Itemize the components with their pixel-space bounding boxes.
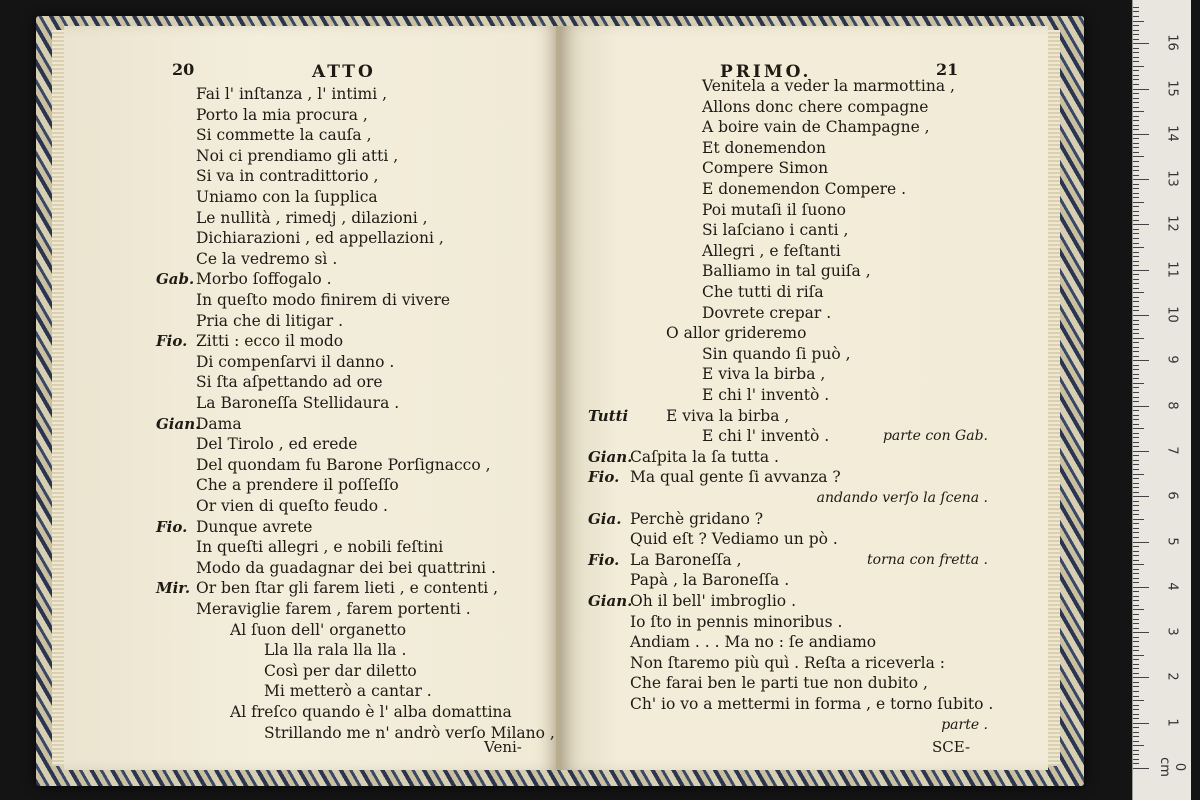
ruler-tick <box>1133 668 1139 669</box>
verse-line: Porto la mia procura , <box>196 105 368 124</box>
verse-line: Si va in contradittorio , <box>196 167 379 186</box>
ruler-tick <box>1133 243 1139 244</box>
ruler-tick <box>1133 741 1139 742</box>
ruler-tick <box>1133 301 1139 302</box>
ruler-tick <box>1133 410 1139 411</box>
ruler-label: 5 <box>1164 536 1180 546</box>
ruler-tick <box>1133 632 1149 633</box>
ruler-tick <box>1133 696 1139 697</box>
measurement-ruler <box>1132 0 1191 800</box>
ruler-tick <box>1133 89 1149 90</box>
ruler-tick <box>1133 143 1139 144</box>
ruler-tick <box>1133 356 1139 357</box>
verse-line: La Baroneſſa , <box>630 550 742 569</box>
left-page-text <box>64 26 558 770</box>
ruler-tick <box>1133 52 1139 53</box>
ruler-tick <box>1133 193 1139 194</box>
ruler-tick <box>1133 129 1139 130</box>
ruler-tick <box>1133 673 1139 674</box>
ruler-tick <box>1133 727 1139 728</box>
ruler-tick <box>1133 551 1139 552</box>
ruler-tick <box>1133 474 1144 475</box>
stage-direction: andando verſo la ſcena . <box>816 490 988 506</box>
ruler-tick <box>1133 487 1139 488</box>
ruler-label: 9 <box>1164 355 1180 364</box>
ruler-tick <box>1133 93 1139 94</box>
ruler-tick <box>1133 718 1139 719</box>
verse-line: Si commette la cauſa , <box>196 126 372 145</box>
verse-line: A boire vain de Champagne , <box>702 118 930 137</box>
verse-line: Pria che di litigar . <box>196 311 344 330</box>
ruler-tick <box>1133 419 1139 420</box>
ruler-tick <box>1133 646 1139 647</box>
verse-line: Uniamo con la ſupplica <box>196 188 378 206</box>
verse-line: Poi mutaſi il ſuono <box>702 200 846 219</box>
ruler-tick <box>1133 61 1139 62</box>
speaker-label: Gia. <box>588 509 622 528</box>
ruler-tick <box>1133 333 1139 334</box>
right-page-text <box>560 26 1048 770</box>
ruler-tick <box>1133 460 1139 461</box>
ruler-tick <box>1133 57 1139 58</box>
ruler-tick <box>1133 270 1149 271</box>
ruler-tick <box>1133 659 1139 660</box>
ruler-tick <box>1133 147 1139 148</box>
verse-line: Noi ci prendiamo gli atti , <box>196 146 399 165</box>
verse-line: Et donemendon <box>702 138 826 157</box>
ruler-tick <box>1133 437 1139 438</box>
ruler-tick <box>1133 573 1139 574</box>
catchword-right: SCE- <box>932 738 971 756</box>
ruler-tick <box>1133 415 1139 416</box>
ruler-tick <box>1133 736 1139 737</box>
stage-direction: parte . <box>941 716 988 733</box>
ruler-label: 15 <box>1164 79 1180 97</box>
verse-line: Perchè gridano ? <box>630 509 764 528</box>
ruler-tick <box>1133 360 1149 361</box>
verse-line: In queſti allegri , e nobili feſtini <box>196 538 444 557</box>
ruler-tick <box>1133 206 1139 207</box>
ruler-tick <box>1133 102 1139 103</box>
ruler-tick <box>1133 560 1139 561</box>
ruler-tick <box>1133 433 1139 434</box>
ruler-tick <box>1133 723 1149 724</box>
ruler-tick <box>1133 469 1139 470</box>
verse-line: Oh il bell' imbroglio . <box>630 592 796 610</box>
ruler-tick <box>1133 609 1144 610</box>
verse-line: Mi metterò a cantar . <box>264 682 432 701</box>
ruler-label: 4 <box>1164 582 1180 591</box>
ruler-tick <box>1133 70 1139 71</box>
ruler-tick <box>1133 34 1139 35</box>
ruler-tick <box>1133 229 1139 230</box>
verse-line: Che a prendere il poſſeſſo <box>196 476 399 495</box>
verse-line: Io ſto in pennis minoribus . <box>630 612 843 631</box>
ruler-tick <box>1133 310 1139 311</box>
verse-line: Meraviglie farem , farem portenti . <box>196 600 471 618</box>
ruler-tick <box>1133 292 1144 293</box>
verse-line: In queſto modo finirem di vivere <box>196 291 451 309</box>
ruler-tick <box>1133 120 1139 121</box>
ruler-tick <box>1133 383 1144 384</box>
ruler-label: 6 <box>1164 491 1180 500</box>
verse-line: Del quondam fu Barone Porſignacco , <box>196 455 491 474</box>
ruler-tick <box>1133 261 1139 262</box>
ruler-label: 0 cm <box>1157 757 1187 777</box>
ruler-tick <box>1133 564 1144 565</box>
ruler-tick <box>1133 655 1144 656</box>
ruler-tick <box>1133 677 1149 678</box>
page-edges-right <box>1048 30 1060 766</box>
ruler-tick <box>1133 451 1149 452</box>
ruler-tick <box>1133 501 1139 502</box>
verse-line: Che farai ben le parti tue non dubito , <box>630 674 928 693</box>
verse-line: Venitela a veder la marmottina , <box>702 77 955 95</box>
speaker-label: Mir. <box>156 579 191 598</box>
ruler-label: 14 <box>1164 125 1180 142</box>
ruler-tick <box>1133 152 1139 153</box>
verse-line: La Baroneſſa Stellidaura . <box>196 394 400 412</box>
ruler-label: 11 <box>1164 260 1180 278</box>
verse-line: Al ſuon dell' organetto <box>230 620 407 639</box>
ruler-tick <box>1133 478 1139 479</box>
ruler-tick <box>1133 519 1144 520</box>
ruler-tick <box>1133 315 1149 316</box>
page-number-right: 21 <box>936 60 959 79</box>
verse-line: Strillando me n' andrò verſo Milano , <box>264 723 555 742</box>
ruler-tick <box>1133 66 1144 67</box>
ruler-label: 3 <box>1164 627 1180 636</box>
ruler-tick <box>1133 43 1149 44</box>
ruler-tick <box>1133 283 1139 284</box>
ruler-tick <box>1133 351 1139 352</box>
ruler-label: 10 <box>1164 306 1180 323</box>
speaker-label: Fio. <box>156 517 188 536</box>
verse-line: Si ſta aſpettando ad ore <box>196 373 383 392</box>
ruler-tick <box>1133 7 1139 8</box>
ruler-tick <box>1133 650 1139 651</box>
ruler-tick <box>1133 166 1139 167</box>
ruler-tick <box>1133 709 1139 710</box>
ruler-tick <box>1133 442 1139 443</box>
verse-line: E viva la birba , <box>702 365 826 384</box>
ruler-tick <box>1133 619 1139 620</box>
verse-line: Fai l' inſtanza , l' intimi , <box>196 85 388 103</box>
ruler-tick <box>1133 591 1139 592</box>
verse-line: Dunque avrete <box>196 517 313 536</box>
ruler-tick <box>1133 179 1149 180</box>
ruler-tick <box>1133 342 1139 343</box>
ruler-tick <box>1133 30 1139 31</box>
speaker-label: Fio. <box>156 332 188 351</box>
ruler-tick <box>1133 759 1139 760</box>
ruler-tick <box>1133 387 1139 388</box>
ruler-tick <box>1133 682 1139 683</box>
ruler-tick <box>1133 75 1139 76</box>
ruler-tick <box>1133 582 1139 583</box>
running-head-right: PRIMO. <box>720 62 812 82</box>
ruler-tick <box>1133 288 1139 289</box>
verse-line: O allor grideremo <box>666 324 807 343</box>
left-page <box>64 26 558 770</box>
verse-line: Dichiarazioni , ed appellazioni , <box>196 229 444 248</box>
verse-line: Dama <box>196 414 242 433</box>
verse-line: Dovrete crepar . <box>702 303 832 322</box>
ruler-tick <box>1133 125 1139 126</box>
ruler-tick <box>1133 134 1149 135</box>
verse-line: E chi l' inventò . <box>702 427 830 446</box>
verse-line: Modo da guadagnar dei bei quattrini . <box>196 558 496 577</box>
ruler-tick <box>1133 700 1144 701</box>
ruler-label: 1 <box>1164 718 1180 727</box>
ruler-tick <box>1133 686 1139 687</box>
ruler-tick <box>1133 233 1139 234</box>
ruler-label: 7 <box>1164 446 1180 455</box>
verse-line: Quid eſt ? Vediamo un pò . <box>630 530 838 549</box>
ruler-tick <box>1133 496 1149 497</box>
ruler-tick <box>1133 714 1139 715</box>
ruler-tick <box>1133 768 1149 769</box>
ruler-tick <box>1133 455 1139 456</box>
ruler-tick <box>1133 188 1139 189</box>
stage-direction: torna con fretta . <box>867 551 988 568</box>
ruler-tick <box>1133 116 1139 117</box>
ruler-tick <box>1133 25 1139 26</box>
ruler-tick <box>1133 324 1139 325</box>
ruler-tick <box>1133 365 1139 366</box>
ruler-tick <box>1133 107 1139 108</box>
ruler-tick <box>1133 732 1139 733</box>
page-number-left: 20 <box>172 60 195 79</box>
ruler-tick <box>1133 569 1139 570</box>
ruler-tick <box>1133 464 1139 465</box>
ruler-tick <box>1133 664 1139 665</box>
verse-line: Allons donc chere compagne <box>702 97 929 116</box>
ruler-tick <box>1133 156 1144 157</box>
ruler-tick <box>1133 247 1144 248</box>
ruler-tick <box>1133 596 1139 597</box>
ruler-tick <box>1133 641 1139 642</box>
ruler-tick <box>1133 510 1139 511</box>
ruler-tick <box>1133 392 1139 393</box>
ruler-label: 12 <box>1164 215 1180 233</box>
ruler-tick <box>1133 202 1144 203</box>
ruler-tick <box>1133 406 1149 407</box>
ruler-label: 13 <box>1164 170 1180 187</box>
ruler-tick <box>1133 238 1139 239</box>
verse-line: Di compenſarvi il danno . <box>196 352 395 371</box>
ruler-tick <box>1133 483 1139 484</box>
speaker-label: Gian. <box>156 414 201 433</box>
ruler-tick <box>1133 197 1139 198</box>
verse-line: Lla lla rala lla lla . <box>264 641 407 660</box>
ruler-tick <box>1133 84 1139 85</box>
ruler-tick <box>1133 79 1139 80</box>
ruler-tick <box>1133 48 1139 49</box>
ruler-tick <box>1133 546 1139 547</box>
ruler-tick <box>1133 220 1139 221</box>
right-page <box>560 26 1048 770</box>
ruler-tick <box>1133 347 1139 348</box>
ruler-tick <box>1133 111 1144 112</box>
verse-line: Ma qual gente ſi avvanza ? <box>630 468 841 487</box>
page-edges-left <box>52 30 64 766</box>
verse-line: Balliamo in tal guiſa , <box>702 262 871 281</box>
ruler-tick <box>1133 274 1139 275</box>
verse-line: Compere Simon <box>702 159 829 178</box>
ruler-tick <box>1133 555 1139 556</box>
ruler-tick <box>1133 691 1139 692</box>
ruler-tick <box>1133 705 1139 706</box>
speaker-label: Fio. <box>588 468 620 487</box>
ruler-label: 16 <box>1164 34 1180 51</box>
verse-line: Andiam . . . Ma no : ſe andiamo <box>630 633 877 652</box>
ruler-tick <box>1133 297 1139 298</box>
ruler-tick <box>1133 628 1139 629</box>
ruler-tick <box>1133 256 1139 257</box>
ruler-tick <box>1133 329 1139 330</box>
speaker-label: Fio. <box>588 550 620 569</box>
verse-line: Or ben ſtar gli farem lieti , e contenti , <box>196 579 499 598</box>
verse-line: Ce la vedremo sì . <box>196 249 338 268</box>
ruler-tick <box>1133 763 1139 764</box>
ruler-tick <box>1133 578 1139 579</box>
speaker-label: Gian. <box>588 447 633 466</box>
ruler-tick <box>1133 175 1139 176</box>
verse-line: E viva la birba , <box>666 406 790 425</box>
running-head-left: ATTO <box>312 62 376 82</box>
ruler-tick <box>1133 170 1139 171</box>
verse-line: Così per dar diletto <box>264 661 417 680</box>
speaker-label: Gian. <box>588 592 633 610</box>
ruler-tick <box>1133 523 1139 524</box>
ruler-tick <box>1133 446 1139 447</box>
verse-line: Caſpita la ſa tutta . <box>630 447 779 466</box>
ruler-tick <box>1133 211 1139 212</box>
speaker-label: Gab. <box>156 270 195 289</box>
verse-line: Papà , la Baroneſſa . <box>630 571 790 590</box>
ruler-tick <box>1133 505 1139 506</box>
verse-line: Allegri , e feſtanti <box>702 241 841 260</box>
catchword-left: Veni- <box>484 738 522 756</box>
ruler-tick <box>1133 378 1139 379</box>
ruler-tick <box>1133 614 1139 615</box>
ruler-tick <box>1133 605 1139 606</box>
speaker-label: Tutti <box>588 406 629 425</box>
ruler-tick <box>1133 11 1139 12</box>
ruler-tick <box>1133 637 1139 638</box>
ruler-tick <box>1133 252 1139 253</box>
verse-line: Or vien di queſto feudo . <box>196 497 388 515</box>
verse-line: Le nullità , rimedj , dilazioni , <box>196 208 428 227</box>
ruler-label: 8 <box>1164 400 1180 410</box>
ruler-tick <box>1133 750 1139 751</box>
verse-line: E donemendon Compere . <box>702 180 907 198</box>
ruler-tick <box>1133 514 1139 515</box>
ruler-tick <box>1133 184 1139 185</box>
ruler-tick <box>1133 745 1144 746</box>
ruler-tick <box>1133 224 1149 225</box>
ruler-tick <box>1133 424 1139 425</box>
ruler-tick <box>1133 279 1139 280</box>
ruler-tick <box>1133 98 1139 99</box>
ruler-tick <box>1133 401 1139 402</box>
verse-line: Si laſciano i canti , <box>702 221 849 240</box>
ruler-tick <box>1133 21 1144 22</box>
ruler-tick <box>1133 623 1139 624</box>
ruler-tick <box>1133 428 1144 429</box>
stage-direction: parte con Gab. <box>882 428 988 445</box>
verse-line: Morbo ſoffogalo . <box>196 270 332 289</box>
ruler-tick <box>1133 542 1149 543</box>
ruler-tick <box>1133 338 1144 339</box>
verse-line: Al freſco quando è l' alba domattina <box>230 703 512 721</box>
ruler-tick <box>1133 754 1139 755</box>
ruler-tick <box>1133 528 1139 529</box>
ruler-tick <box>1133 587 1149 588</box>
verse-line: Che tutti di riſa <box>702 283 824 301</box>
ruler-tick <box>1133 320 1139 321</box>
ruler-tick <box>1133 138 1139 139</box>
verse-line: Zitti : ecco il modo <box>196 332 344 351</box>
ruler-tick <box>1133 215 1139 216</box>
ruler-tick <box>1133 600 1139 601</box>
ruler-tick <box>1133 39 1139 40</box>
ruler-tick <box>1133 537 1139 538</box>
ruler-tick <box>1133 492 1139 493</box>
verse-line: Non ſtaremo più quì . Reſta a riceverla : <box>630 653 946 672</box>
verse-line: Del Tirolo , ed erede <box>196 435 358 454</box>
ruler-tick <box>1133 161 1139 162</box>
verse-line: E chi l' inventò . <box>702 386 830 404</box>
ruler-tick <box>1133 532 1139 533</box>
ruler-tick <box>1133 265 1139 266</box>
verse-line: Ch' io vo a mettermi in forma , e torno ſubito . <box>630 695 994 713</box>
ruler-label: 2 <box>1164 672 1180 682</box>
ruler-tick <box>1133 16 1139 17</box>
ruler-tick <box>1133 374 1139 375</box>
ruler-tick <box>1133 306 1139 307</box>
ruler-tick <box>1133 369 1139 370</box>
verse-line: Sin quando ſi può , <box>702 344 851 363</box>
ruler-tick <box>1133 397 1139 398</box>
